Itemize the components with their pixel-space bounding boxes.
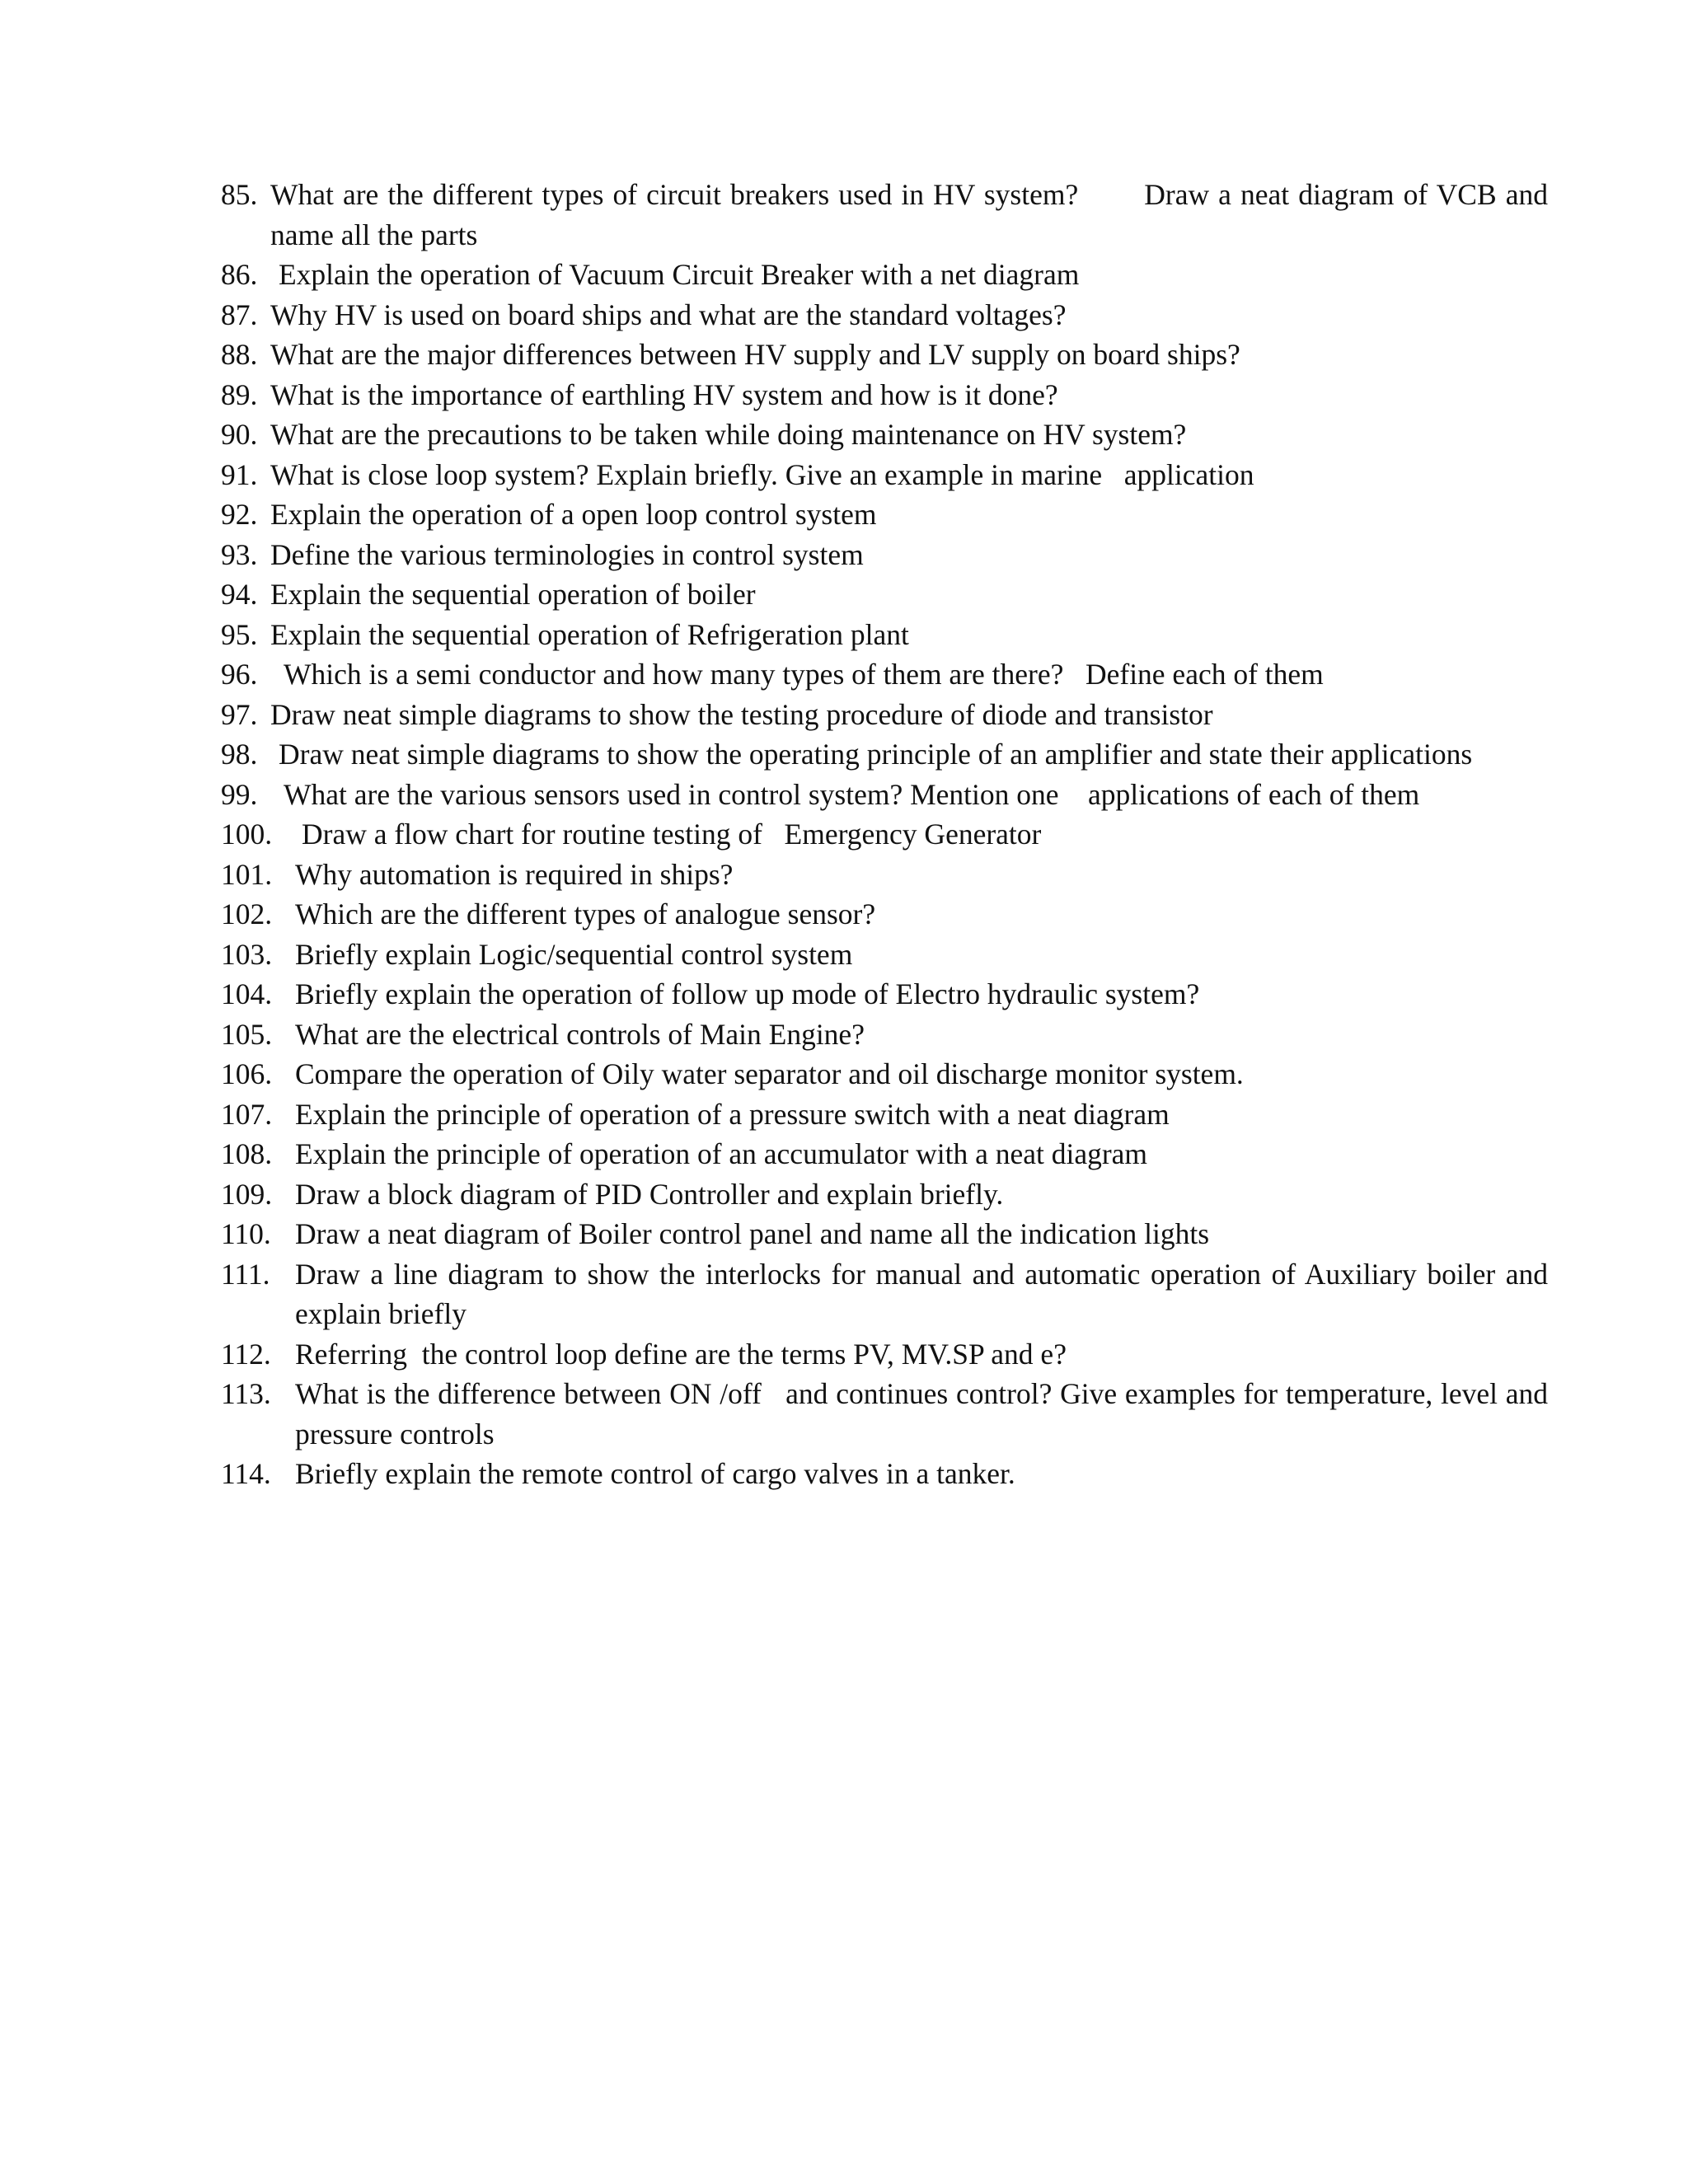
question-item	[221, 974, 1548, 1015]
question-item	[221, 615, 1548, 655]
question-item	[221, 775, 1548, 815]
question-text: Which is a semi conductor and how many types of them are there? Define each of them	[284, 658, 1324, 691]
question-item	[221, 535, 1548, 575]
question-text: Explain the sequential operation of boiler	[270, 578, 756, 611]
question-number: 93.	[221, 537, 258, 571]
question-number: 104.	[221, 977, 273, 1010]
question-item	[221, 654, 1548, 695]
question-item	[221, 1214, 1548, 1254]
question-text: Explain the principle of operation of a pressure switch with a neat diagram	[295, 1097, 1170, 1131]
question-text: What is close loop system? Explain briefly. Give an example in marine application	[270, 457, 1254, 491]
question-text: Define the various terminologies in control system	[270, 537, 864, 571]
question-text: Draw a neat diagram of Boiler control panel and name all the indication lights	[295, 1217, 1210, 1250]
question-number: 108.	[221, 1137, 273, 1170]
question-item	[221, 1454, 1548, 1494]
question-item	[221, 1094, 1548, 1135]
question-item	[221, 935, 1548, 975]
question-number: 95.	[221, 617, 258, 651]
question-item	[221, 415, 1548, 455]
question-number: 87.	[221, 298, 258, 331]
question-text: Why HV is used on board ships and what are the standard voltages?	[270, 298, 1067, 331]
question-text: What is the difference between ON /off and continues control? Give examples for temperature, level and pressure controls	[295, 1377, 1555, 1451]
question-number: 102.	[221, 898, 273, 930]
question-item	[221, 1254, 1548, 1334]
question-number: 103.	[221, 937, 273, 971]
question-text: Explain the sequential operation of Refrigeration plant	[270, 617, 909, 651]
question-item	[221, 1374, 1555, 1454]
question-text: What are the major differences between HV supply and LV supply on board ships?	[270, 338, 1240, 371]
question-number: 100.	[221, 818, 273, 851]
question-text: Draw a flow chart for routine testing of Emergency Generator	[302, 818, 1042, 851]
question-text: What are the electrical controls of Main Engine?	[295, 1017, 865, 1051]
question-number: 85.	[221, 178, 258, 211]
question-item	[221, 814, 1548, 855]
question-number: 90.	[221, 418, 258, 451]
question-number: 110.	[221, 1217, 271, 1250]
question-number: 114.	[221, 1457, 271, 1490]
question-number: 113.	[221, 1377, 271, 1410]
question-item	[221, 1174, 1548, 1215]
question-number: 94.	[221, 578, 258, 611]
question-item	[221, 574, 1548, 615]
question-text: Explain the principle of operation of an accumulator with a neat diagram	[295, 1137, 1148, 1170]
question-text: Why automation is required in ships?	[295, 857, 734, 891]
question-item	[221, 1015, 1548, 1055]
question-item	[221, 695, 1548, 735]
question-text: Draw a line diagram to show the interlocks for manual and automatic operation of Auxiliary boiler and explain briefly	[295, 1257, 1548, 1330]
question-item	[221, 255, 1548, 295]
question-number: 91.	[221, 457, 258, 491]
question-text: What are the various sensors used in control system? Mention one applications of each of them	[284, 777, 1420, 811]
question-text: Briefly explain the remote control of cargo valves in a tanker.	[295, 1457, 1015, 1490]
question-text-extra: Draw a neat diagram of VCB and name all the parts	[270, 178, 1548, 251]
question-item	[221, 455, 1548, 495]
question-text: Referring the control loop define are the terms PV, MV.SP and e?	[295, 1337, 1067, 1371]
question-item	[221, 1134, 1548, 1174]
question-text: What are the precautions to be taken while doing maintenance on HV system?	[270, 418, 1187, 451]
question-number: 107.	[221, 1097, 273, 1131]
question-number: 106.	[221, 1057, 273, 1090]
question-text: What is the importance of earthling HV system and how is it done?	[270, 377, 1058, 411]
question-text: Draw neat simple diagrams to show the operating principle of an amplifier and state their applications	[279, 738, 1473, 771]
question-item	[221, 1054, 1548, 1094]
question-number: 109.	[221, 1177, 273, 1211]
question-text: Which are the different types of analogue sensor?	[295, 898, 876, 930]
question-item	[221, 855, 1548, 895]
question-number: 92.	[221, 498, 258, 531]
question-number: 88.	[221, 338, 258, 371]
question-number: 86.	[221, 258, 258, 291]
question-text: Explain the operation of Vacuum Circuit Breaker with a net diagram	[279, 258, 1080, 291]
question-item	[221, 175, 1548, 255]
question-item	[221, 1334, 1548, 1375]
question-number: 97.	[221, 697, 258, 731]
question-number: 111.	[221, 1257, 270, 1291]
question-text: Briefly explain the operation of follow up mode of Electro hydraulic system?	[295, 977, 1200, 1010]
question-item	[221, 375, 1548, 415]
question-text: Draw a block diagram of PID Controller and explain briefly.	[295, 1177, 1004, 1211]
question-number: 96.	[221, 658, 258, 691]
question-item	[221, 734, 1548, 775]
question-text: Briefly explain Logic/sequential control system	[295, 937, 853, 971]
question-text	[270, 175, 1548, 255]
question-item	[221, 335, 1548, 375]
question-list	[221, 175, 1555, 1494]
question-number: 105.	[221, 1017, 273, 1051]
question-number: 98.	[221, 738, 258, 771]
question-text: Explain the operation of a open loop control system	[270, 498, 877, 531]
question-text-main: What are the different types of circuit breakers used in HV system?	[270, 178, 1079, 211]
question-text: Compare the operation of Oily water separator and oil discharge monitor system.	[295, 1057, 1244, 1090]
question-number: 101.	[221, 857, 273, 891]
question-item	[221, 494, 1548, 535]
question-item	[221, 295, 1548, 335]
question-number: 112.	[221, 1337, 271, 1371]
question-text: Draw neat simple diagrams to show the testing procedure of diode and transistor	[270, 697, 1213, 731]
question-item	[221, 894, 1548, 935]
question-number: 89.	[221, 377, 258, 411]
question-number: 99.	[221, 777, 258, 811]
